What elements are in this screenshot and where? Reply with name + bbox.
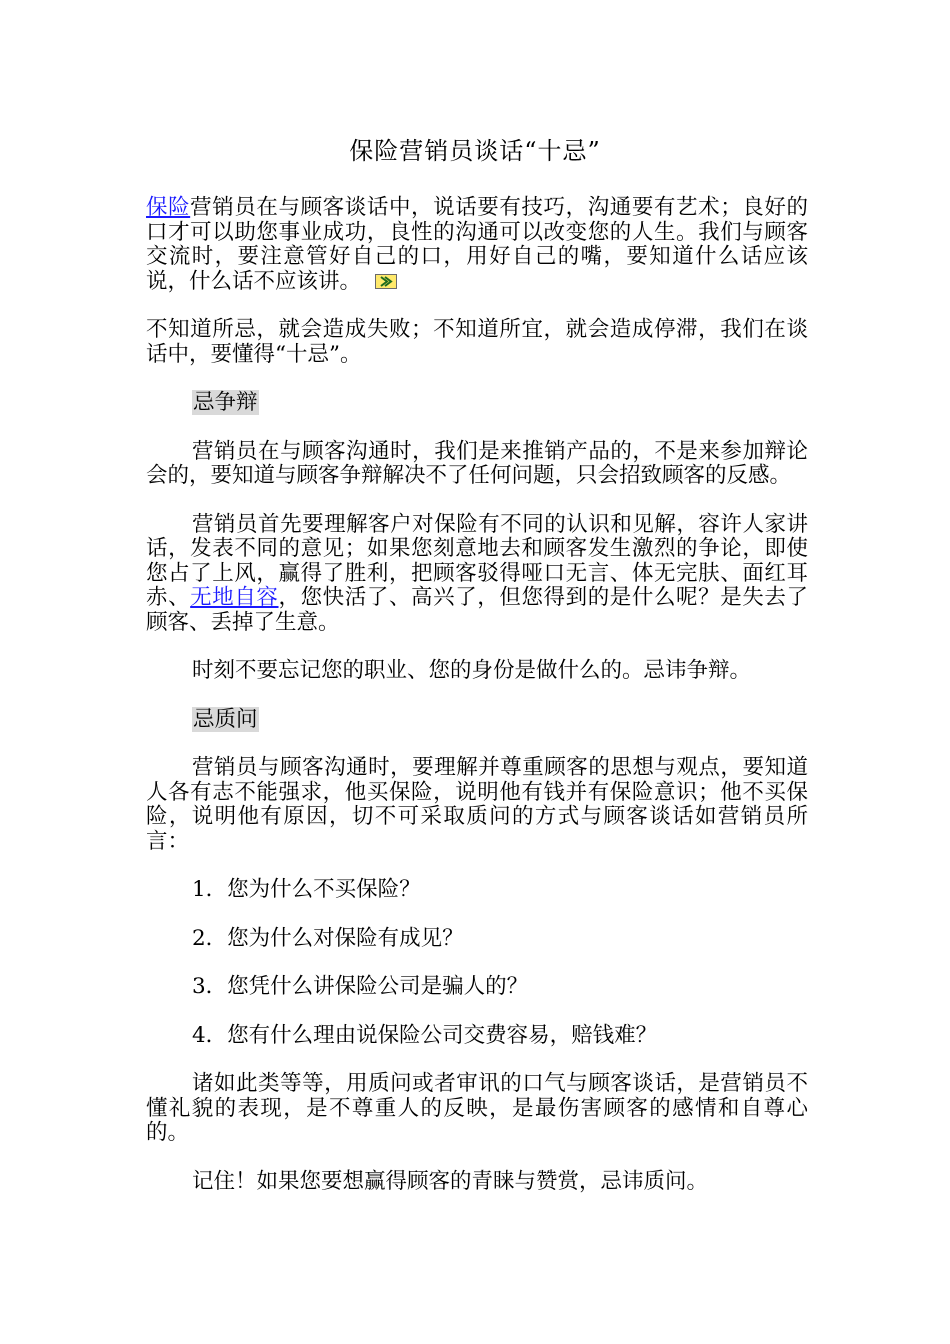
list-item: 4．您有什么理由说保险公司交费容易，赔钱难？: [192, 1022, 658, 1048]
section2-paragraph-3: 记住！如果您要想赢得顾客的青睐与赞赏，忌讳质问。: [192, 1168, 709, 1194]
page-title: 保险营销员谈话“十忌”: [349, 137, 601, 165]
article-body: [146, 196, 808, 1194]
intro-text: 营销员在与顾客谈话中，说话要有技巧，沟通要有艺术；良好的口才可以助您事业成功，良性的沟通可以改变您的人生。我们与顾客交流时，要注意管好自己的口，用好自己的嘴，要知道什么话应该说，什么话不应该讲。: [146, 195, 808, 294]
arrow-icon[interactable]: [375, 274, 397, 289]
section-heading-no-arguing: 忌争辩: [193, 390, 258, 415]
wudiziron-link[interactable]: 无地自容: [190, 585, 279, 610]
intro-paragraph: [146, 196, 808, 294]
section1-paragraph-2: 营销员首先要理解客户对保险有不同的认识和见解，容许人家讲话，发表不同的意见；如果您刻意地去和顾客发生激烈的争论，即使您占了上风，赢得了胜利，把顾客驳得哑口无言、体无完肤、面红耳赤、无地自容，您快活了、高兴了，但您得到的是什么呢？是失去了顾客、丢掉了生意。: [146, 511, 808, 635]
list-item: 3．您凭什么讲保险公司是骗人的？: [192, 974, 529, 999]
section1-paragraph-1: 营销员在与顾客沟通时，我们是来推销产品的，不是来参加辩论会的，要知道与顾客争辩解决不了任何问题，只会招致顾客的反感。: [146, 438, 808, 488]
section-heading-no-questioning: 忌质问: [193, 706, 258, 732]
section1-paragraph-3: 时刻不要忘记您的职业、您的身份是做什么的。忌讳争辩。: [192, 658, 752, 683]
section2-paragraph-2: 诸如此类等等，用质问或者审讯的口气与顾客谈话，是营销员不懂礼貌的表现，是不尊重人的反映，是最伤害顾客的感情和自尊心的。: [146, 1071, 808, 1145]
list-item: 1．您为什么不买保险？: [192, 877, 421, 902]
section2-paragraph-1: 营销员与顾客沟通时，要理解并尊重顾客的思想与观点，要知道人各有志不能强求，他买保险，说明他有钱并有保险意识；他不买保险，说明他有原因，切不可采取质问的方式与顾客谈话如营销员所言：: [146, 755, 808, 854]
intro-paragraph-2: 不知道所忌，就会造成失败；不知道所宜，就会造成停滞，我们在谈话中，要懂得“十忌”。: [146, 317, 808, 367]
insurance-link[interactable]: 保险: [146, 195, 191, 220]
list-item: 2．您为什么对保险有成见？: [192, 925, 464, 951]
